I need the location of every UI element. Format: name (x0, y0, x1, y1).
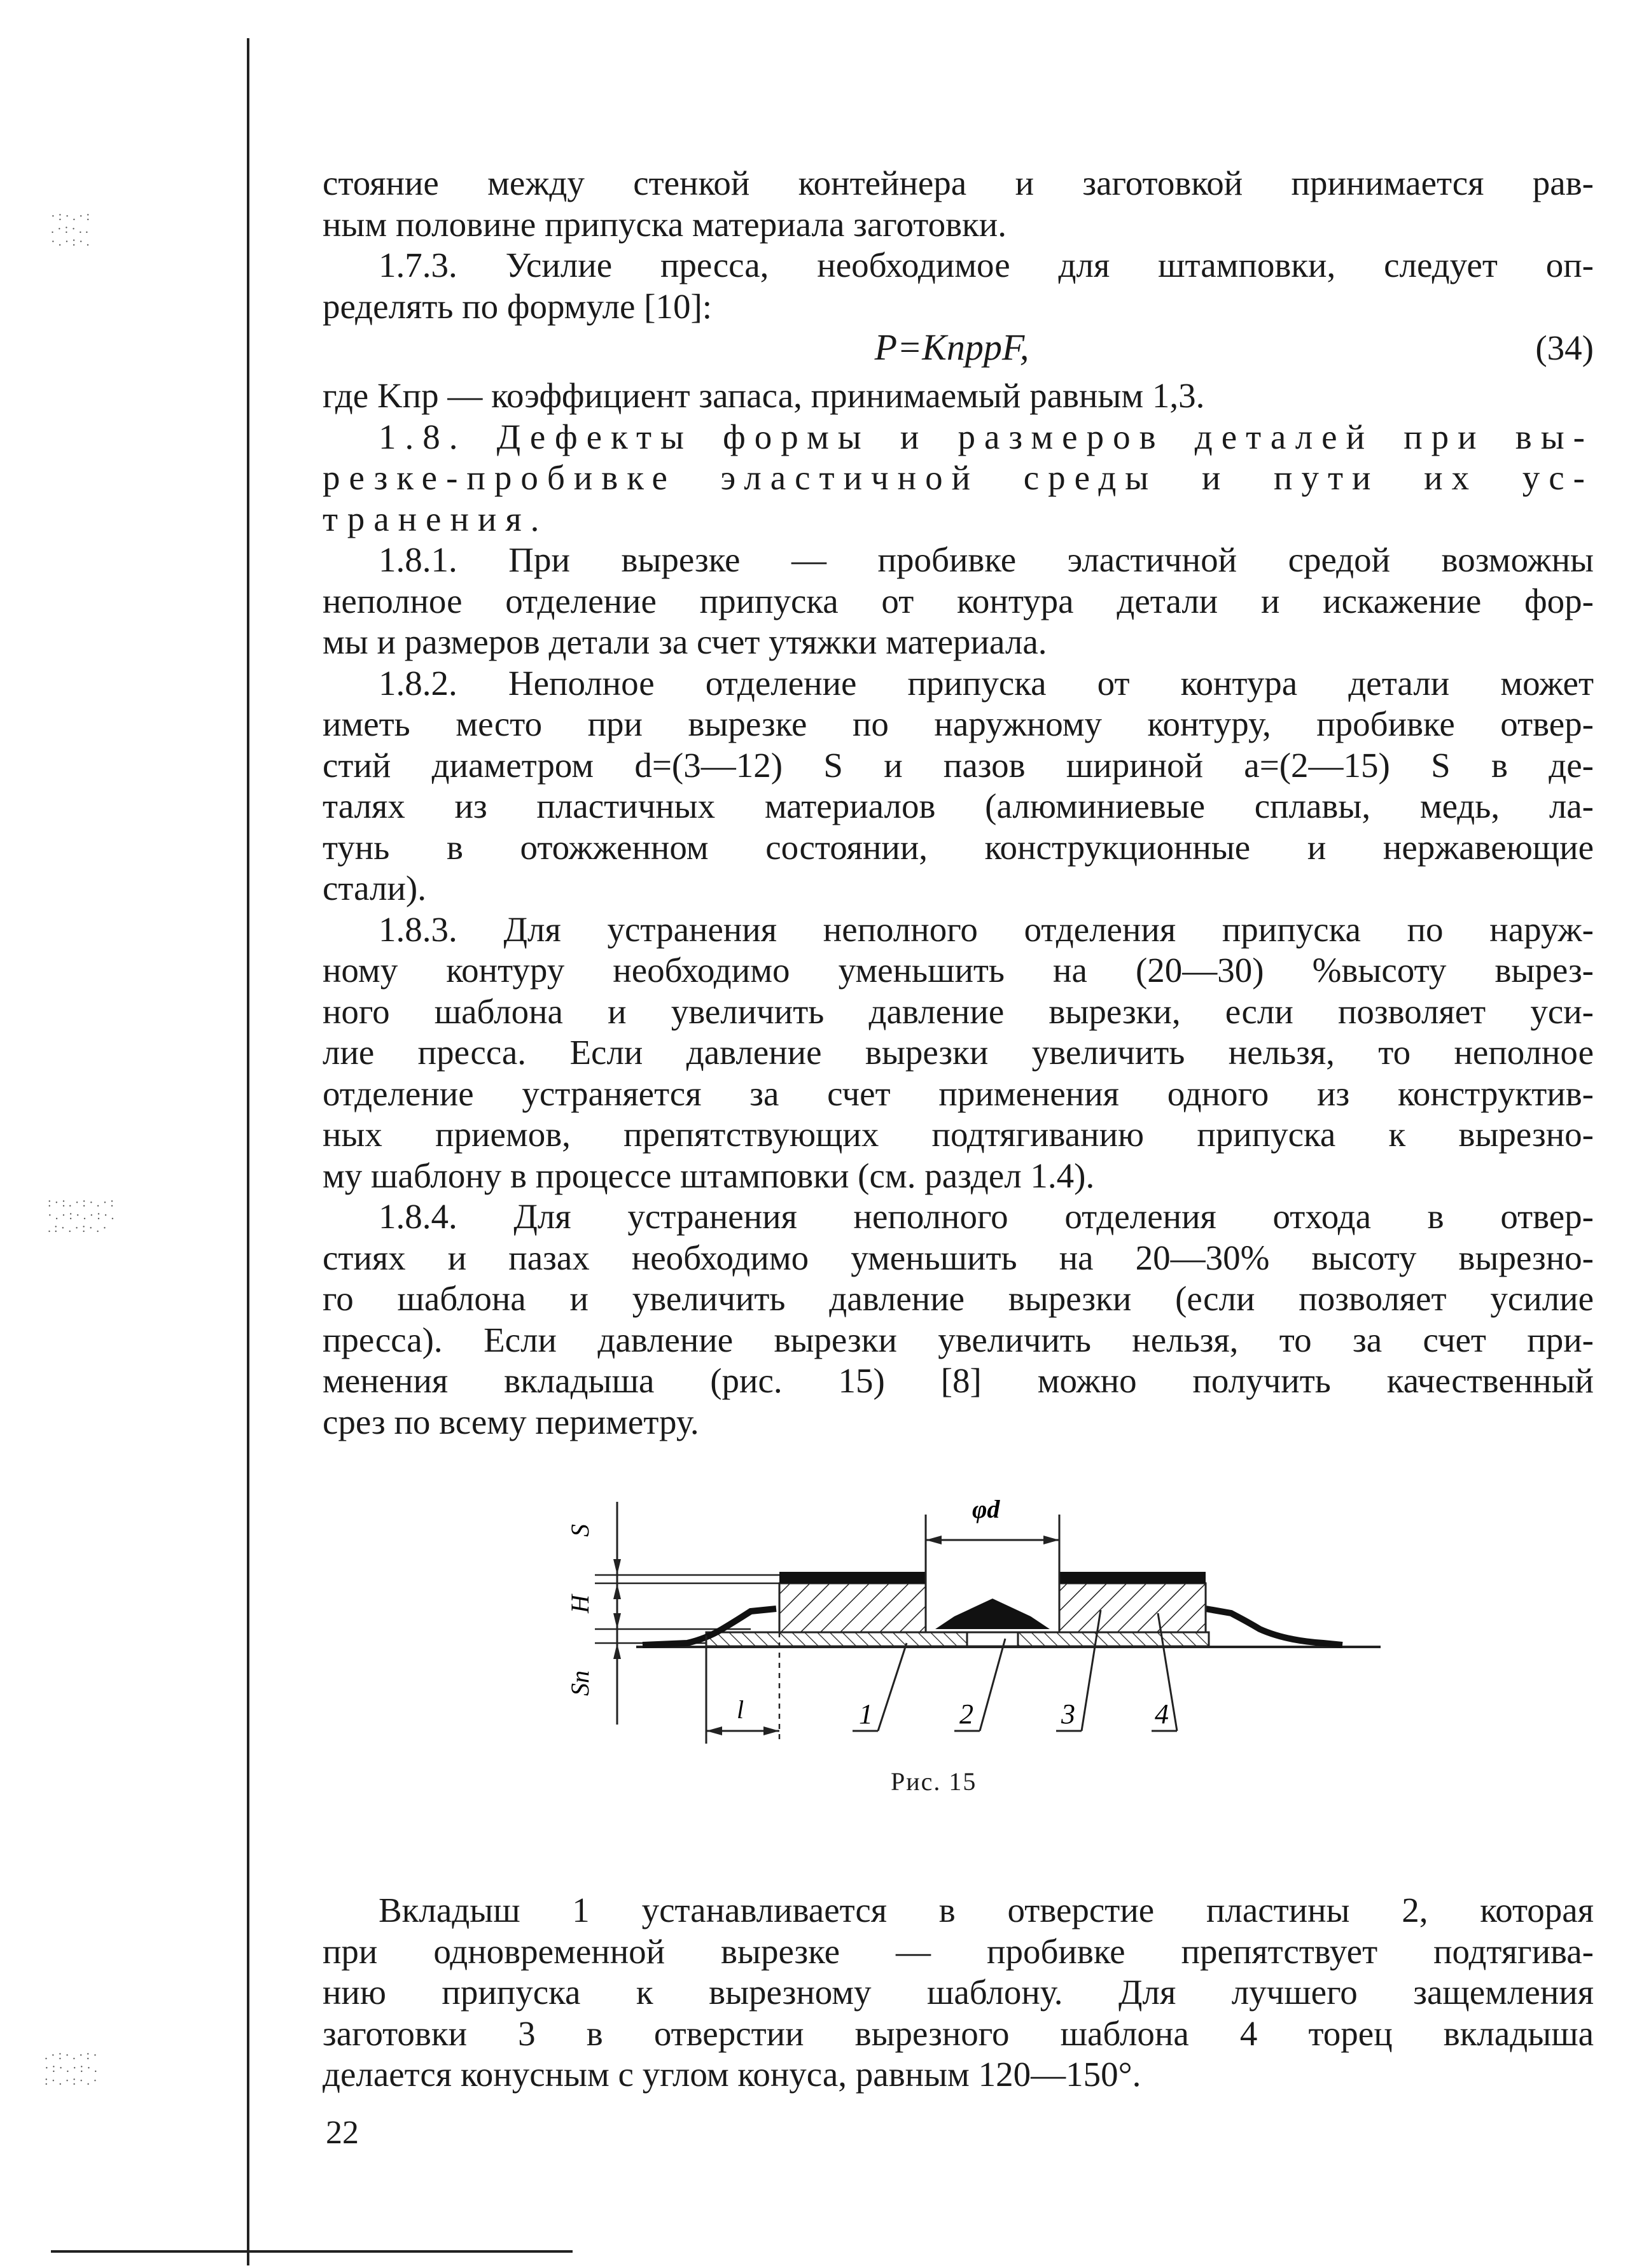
arrowhead (763, 1726, 779, 1735)
label-l: l (737, 1695, 744, 1724)
workpiece-top-left (779, 1572, 926, 1583)
text-line: му шаблону в процессе штамповки (см. раздел 1.4). (323, 1156, 1095, 1195)
page-bottom-rule (51, 2250, 573, 2253)
text-line: стиях и пазах необходимо уменьшить на 20—30% высоту вырезно- (323, 1238, 1594, 1277)
callout-2: 2 (959, 1698, 973, 1730)
figure-caption: Рис. 15 (891, 1767, 977, 1796)
section-heading-1-8: 1.8. Дефекты формы и размеров деталей при вы- (379, 417, 1594, 456)
text-line: лие пресса. Если давление вырезки увеличить нельзя, то неполное (323, 1033, 1594, 1072)
text-line: нию припуска к вырезному шаблону. Для лучшего защемления (323, 1973, 1594, 2012)
label-h: H (566, 1595, 594, 1613)
text-line: Вкладыш 1 устанавливается в отверстие пластины 2, которая (379, 1891, 1594, 1929)
paragraph-1-8-2: 1.8.2. Неполное отделение припуска от контура детали может (379, 663, 1594, 703)
formula-row (323, 327, 1594, 375)
text-line: делается конусным с углом конуса, равным 120—150°. (323, 2055, 1141, 2094)
upper-text-block (323, 163, 1594, 1443)
callout-1: 1 (859, 1698, 873, 1730)
text-line: пресса). Если давление вырезки увеличить нельзя, то за счет при- (323, 1320, 1594, 1359)
label-sn: Sп (566, 1670, 594, 1696)
plate-2 (706, 1632, 1209, 1646)
text-line: неполное отделение припуска от контура детали и искажение фор- (323, 581, 1594, 620)
callout-4: 4 (1155, 1698, 1169, 1730)
lower-text-block (323, 1890, 1594, 2096)
figure-15-drawing (560, 1476, 1387, 1744)
paragraph-1-8-4: 1.8.4. Для устранения неполного отделения отхода в отвер- (379, 1197, 1594, 1236)
text-line: ным половине припуска материала заготовки. (323, 204, 1007, 244)
text-line: менения вкладыша (рис. 15) [8] можно получить качественный (323, 1361, 1594, 1400)
formula: P=KпрpF, (874, 326, 1029, 368)
text-line: стали). (323, 869, 426, 907)
template-4-left (779, 1583, 926, 1632)
text-line: стояние между стенкой контейнера и заготовкой принимается рав- (323, 164, 1594, 202)
text-line: мы и размеров детали за счет утяжки материала. (323, 622, 1047, 661)
text-line: заготовки 3 в отверстии вырезного шаблона 4 торец вкладыша (323, 2013, 1594, 2053)
section-heading-1-8: транения. (323, 499, 548, 538)
text-line: го шаблона и увеличить давление вырезки (если позволяет усилие (323, 1279, 1594, 1318)
insert-1 (935, 1599, 1050, 1629)
leader-2 (980, 1639, 1005, 1731)
paragraph-1-8-3: 1.8.3. Для устранения неполного отделения припуска по наруж- (379, 909, 1594, 949)
equation-number: (34) (1535, 328, 1594, 367)
leader-1 (878, 1643, 907, 1731)
paragraph-1-8-1: 1.8.1. При вырезке — пробивке эластичной средой возможны (379, 540, 1594, 579)
binding-edge-line (247, 38, 249, 2265)
text-line: талях из пластичных материалов (алюминиевые сплавы, медь, ла- (323, 787, 1594, 825)
text-line: ному контуру необходимо уменьшить на (20—30) %высоту вырез- (323, 951, 1594, 990)
text-line: при одновременной вырезке — пробивке препятствует подтягива- (323, 1931, 1594, 1971)
text-line: иметь место при вырезке по наружному контуру, пробивке отвер- (323, 704, 1594, 743)
label-d: φd (972, 1495, 1000, 1523)
section-heading-1-8: резке-пробивке эластичной среды и пути их ус- (323, 458, 1594, 497)
text-line: ного шаблона и увеличить давление вырезки, если позволяет уси- (323, 991, 1594, 1031)
arrowhead (613, 1559, 621, 1575)
blank-3-right (1206, 1609, 1342, 1645)
text-line: ределять по формуле [10]: (323, 286, 713, 326)
page-number: 22 (326, 2115, 359, 2151)
arrowhead (613, 1613, 621, 1629)
arrowhead (926, 1536, 942, 1544)
paragraph-1-7-3: 1.7.3. Усилие пресса, необходимое для штамповки, следует оп- (379, 246, 1594, 284)
template-4-right (1059, 1583, 1206, 1632)
scan-noise: :·:.·:·.·: ·.·:·.·:·. .:·.·:·.· (48, 1196, 118, 1235)
text-line: стий диаметром d=(3—12) S и пазов шириной a=(2—15) S в де- (323, 745, 1594, 785)
scan-noise: ·:·.·: .·:·.. ·.·:·. (51, 209, 94, 249)
text-line: отделение устраняется за счет применения одного из конструктив- (323, 1074, 1594, 1113)
callout-3: 3 (1061, 1698, 1075, 1730)
scan-noise: .·:·.·:· ·:·.·:·. :·.·:·.· (45, 2048, 101, 2088)
arrowhead (613, 1643, 621, 1659)
text-line: ных приемов, препятствующих подтягиванию припуска к вырезно- (323, 1115, 1594, 1154)
where-line: где Kпр — коэффициент запаса, принимаемый равным 1,3. (323, 376, 1205, 415)
text-line: срез по всему периметру. (323, 1402, 699, 1441)
insert-stem (967, 1632, 1018, 1646)
arrowhead (613, 1583, 621, 1599)
arrowhead (706, 1726, 722, 1735)
workpiece-top-right (1059, 1572, 1206, 1583)
text-line: тунь в отожженном состоянии, конструкционные и нержавеющие (323, 827, 1594, 867)
label-s: S (566, 1524, 594, 1537)
arrowhead (1043, 1536, 1059, 1544)
